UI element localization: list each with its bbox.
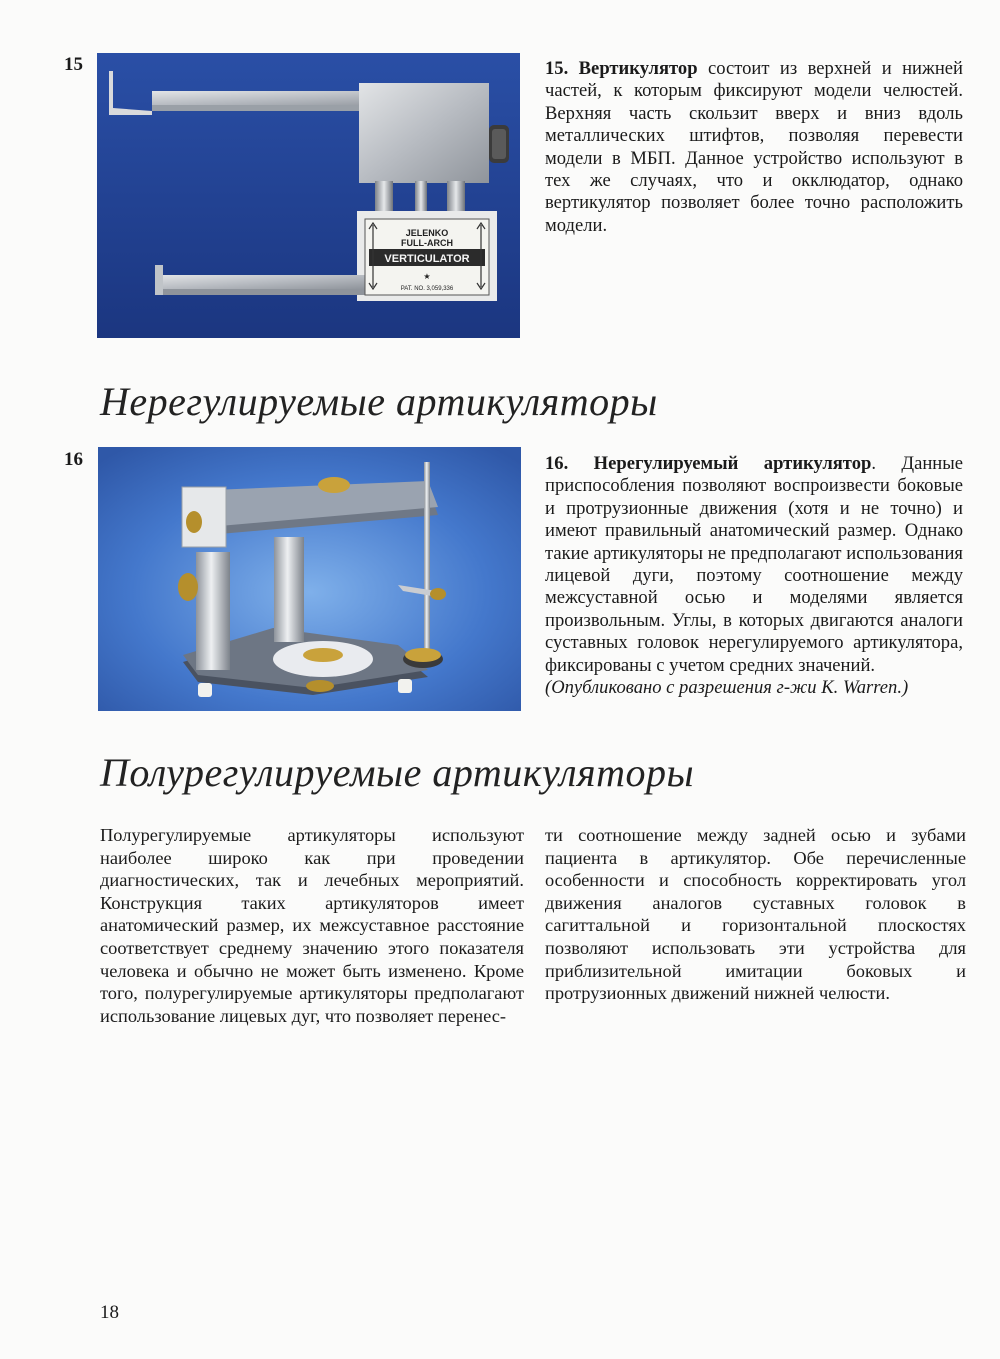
figure-number-15: 15 [64, 54, 83, 75]
section-title-semiadjustable: Полурегулируемые артикуляторы [100, 750, 695, 795]
body-column-left: Полурегулируемые артикуляторы используют наиболее широко как при проведении диагностических, так и лечебных мероприятий. Конструкция таких артикуляторов имеет анатомический размер, их межсуставное расстояние соответствует среднему значению этого показателя человека и обычно не может быть изменено. Кроме того, полурегулируемые артикуляторы предполагают использование лицевых дуг, что позволяет перенес- [100, 825, 524, 1026]
label-patent: PAT. NO. 3,059,336 [400, 286, 454, 292]
figure-15-caption-lead: 15. Вертикулятор [545, 58, 698, 79]
figure-number-16: 16 [64, 449, 83, 470]
figure-16-caption [545, 453, 963, 699]
figure-16-credit: (Опубликовано с разрешения г-жи K. Warren.) [545, 677, 909, 699]
section-title-nonadjustable: Нерегулируемые артикуляторы [100, 379, 658, 424]
figure-16-caption-body: . Данные приспособления позволяют воспроизвести боковые и протрузионные движения (хотя и не точно) и имеют правильный анатомический размер. Однако такие артикуляторы не предполагают использования лицевой дуги, поэтому соотношение между межсуставной осью и моделями является произвольным. Углы, в которых двигаются аналоги суставных головок нерегулируемого артикулятора, фиксированы с учетом средних значений. [545, 453, 963, 676]
figure-16-caption-lead: 16. Нерегулируемый артикулятор [545, 453, 872, 474]
articulator-photo [98, 447, 521, 711]
label-line: FULL-ARCH [401, 238, 453, 248]
verticulator-photo [97, 53, 520, 338]
label-star: ★ [423, 272, 431, 281]
figure-15-caption-body: состоит из верхней и нижней частей, к которым фиксируют модели челюстей. Верхняя часть скользит вверх и вниз вдоль металлических штифтов, позволяя перевести модели в МБП. Данное устройство используют в тех же случаях, что и окклюдатор, однако вертикулятор позволяет более точно расположить модели. [545, 58, 963, 236]
body-column-right: ти соотношение между задней осью и зубами пациента в артикулятор. Обе перечисленные особенности и способность корректировать угол движения аналогов суставных головок в сагиттальной и горизонтальной плоскостях позволяют использовать эти устройства для приблизительной имитации боковых и протрузионных движений нижней челюсти. [545, 825, 966, 1004]
figure-15-caption [545, 58, 963, 237]
page-number: 18 [100, 1302, 119, 1323]
label-name: VERTICULATOR [384, 253, 470, 265]
label-brand: JELENKO [405, 228, 449, 238]
